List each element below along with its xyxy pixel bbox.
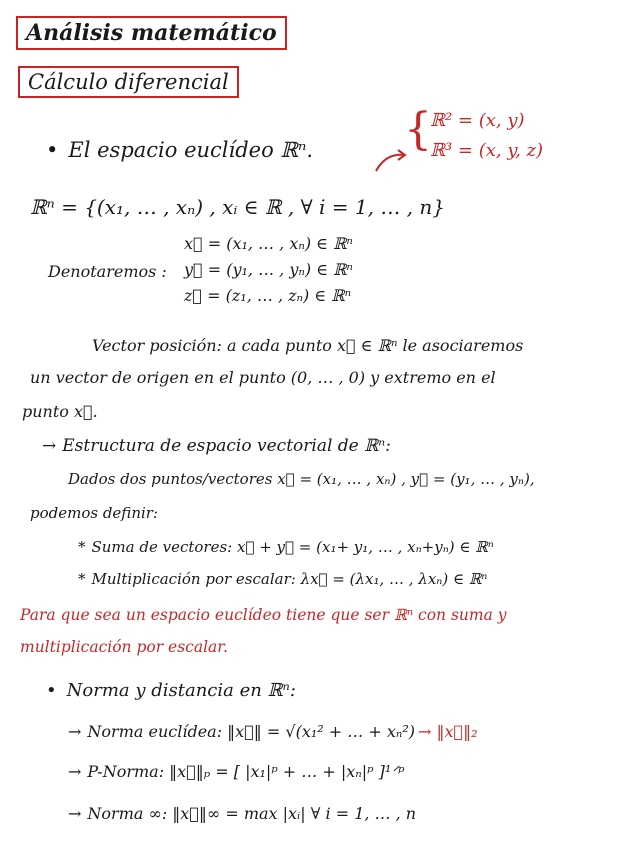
note-r3: ℝ³ = (x, y, z) xyxy=(430,140,544,161)
vector-position-line-2: un vector de origen en el punto (0, … , 0) y extremo en el xyxy=(30,368,496,387)
euclidean-condition-line-1: Para que sea un espacio euclídeo tiene que ser ℝⁿ con suma y xyxy=(20,606,507,624)
vector-space-heading: → Estructura de espacio vectorial de ℝⁿ: xyxy=(42,436,391,456)
euclidean-norm-note: → ‖x⃗‖₂ xyxy=(418,722,478,741)
denote-y: y⃗ = (y₁, … , yₙ) ∈ ℝⁿ xyxy=(184,260,353,279)
page-title: Análisis matemático xyxy=(16,16,287,50)
page-subtitle: Cálculo diferencial xyxy=(18,66,239,98)
scalar-multiplication: * Multiplicación por escalar: λx⃗ = (λx₁, … , λxₙ) ∈ ℝⁿ xyxy=(78,570,487,588)
note-r2: ℝ² = (x, y) xyxy=(430,110,525,131)
rn-definition: ℝⁿ = {(x₁, … , xₙ) , xᵢ ∈ ℝ , ∀ i = 1, … , n} xyxy=(30,195,445,219)
infinity-norm: → Norma ∞: ‖x⃗‖∞ = max |xᵢ| ∀ i = 1, … , n xyxy=(68,804,416,823)
euclidean-space-heading: • El espacio euclídeo ℝⁿ. xyxy=(46,138,313,162)
vector-position-line-1: Vector posición: a cada punto x⃗ ∈ ℝⁿ le asociaremos xyxy=(92,336,524,355)
euclidean-condition-line-2: multiplicación por escalar. xyxy=(20,638,228,656)
euclidean-norm: → Norma euclídea: ‖x⃗‖ = √(x₁² + … + xₙ²) xyxy=(68,722,415,741)
given-vectors-line-1: Dados dos puntos/vectores x⃗ = (x₁, … , xₙ) , y⃗ = (y₁, … , yₙ), xyxy=(68,470,535,488)
given-vectors-line-2: podemos definir: xyxy=(30,504,158,522)
vector-position-line-3: punto x⃗. xyxy=(22,402,98,421)
p-norm: → P-Norma: ‖x⃗‖ₚ = [ |x₁|ᵖ + … + |xₙ|ᵖ ]¹ᐟᵖ xyxy=(68,762,404,781)
norm-distance-heading: • Norma y distancia en ℝⁿ: xyxy=(46,680,296,701)
brace-icon: { xyxy=(404,104,432,155)
denote-x: x⃗ = (x₁, … , xₙ) ∈ ℝⁿ xyxy=(184,234,353,253)
denote-label: Denotaremos : xyxy=(48,262,167,281)
denote-z: z⃗ = (z₁, … , zₙ) ∈ ℝⁿ xyxy=(184,286,352,305)
vector-sum: * Suma de vectores: x⃗ + y⃗ = (x₁+ y₁, … , xₙ+yₙ) ∈ ℝⁿ xyxy=(78,538,494,556)
